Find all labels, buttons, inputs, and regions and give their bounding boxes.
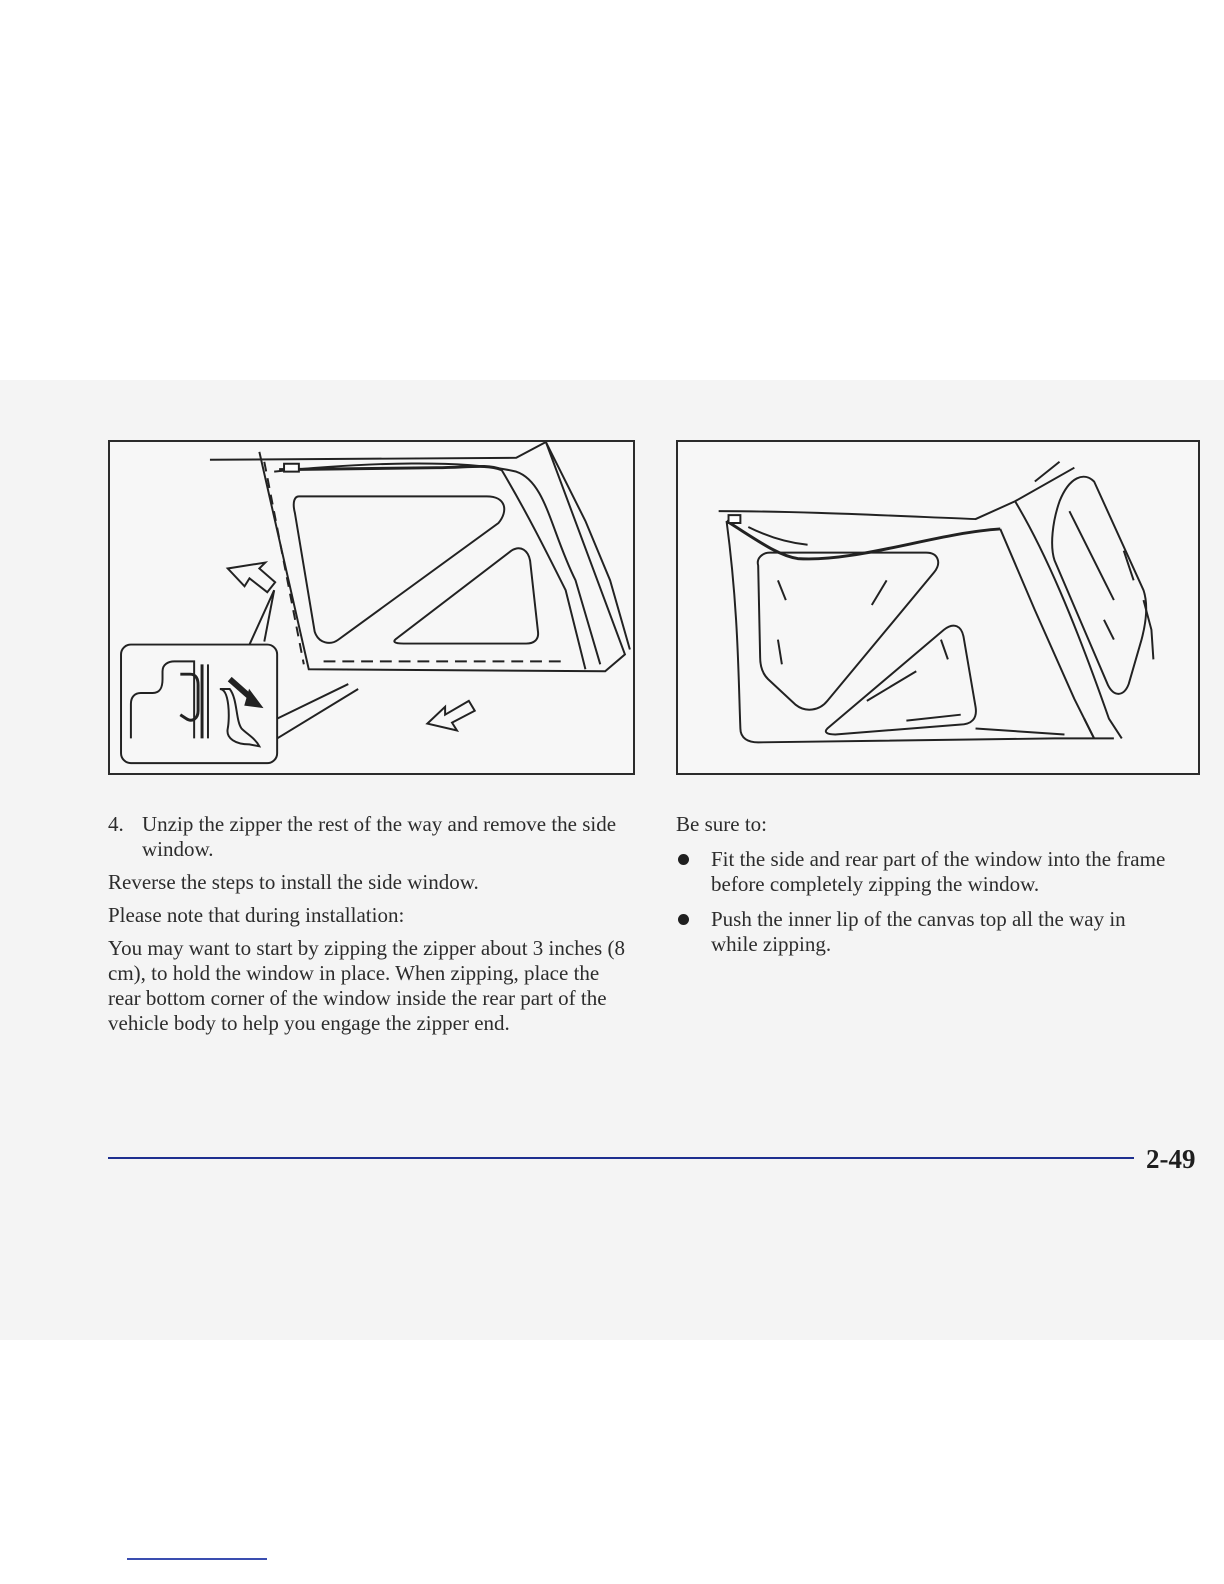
direction-arrow-icon bbox=[427, 701, 474, 731]
reverse-steps-paragraph: Reverse the steps to install the side window. bbox=[108, 870, 479, 894]
window-pane-upper bbox=[758, 553, 938, 710]
footer-rule bbox=[108, 1157, 1134, 1159]
bullet-icon bbox=[678, 914, 689, 925]
step-number: 4. bbox=[108, 812, 124, 836]
step-text: Unzip the zipper the rest of the way and remove the side window. bbox=[142, 812, 617, 861]
step-4 bbox=[108, 812, 628, 862]
be-sure-intro: Be sure to: bbox=[676, 812, 767, 836]
bullet-icon bbox=[678, 854, 689, 865]
window-removal-drawing bbox=[110, 442, 633, 773]
right-text-column bbox=[676, 812, 1176, 957]
window-installed-drawing bbox=[678, 442, 1198, 773]
window-pane-lower bbox=[394, 548, 538, 643]
installation-note-paragraph: Please note that during installation: bbox=[108, 903, 405, 927]
window-panel-outline bbox=[259, 442, 625, 671]
list-item bbox=[676, 847, 1176, 897]
bullet-text: Push the inner lip of the canvas top all the way in while zipping. bbox=[711, 907, 1126, 956]
side-window-installed-illustration bbox=[676, 440, 1200, 775]
zipping-tip-paragraph: You may want to start by zipping the zipper about 3 inches (8 cm), to hold the window in place. When zipping, place the rear bottom corner of the window inside the rear part of the vehicle body to help you engage the zipper end. bbox=[108, 936, 625, 1035]
window-pane-upper bbox=[294, 496, 505, 643]
rear-window-outline bbox=[1052, 477, 1146, 694]
page-number: 2-49 bbox=[1146, 1144, 1196, 1174]
direction-arrow-icon bbox=[228, 563, 275, 593]
left-text-column bbox=[108, 812, 628, 1044]
bullet-text: Fit the side and rear part of the window into the frame before completely zipping the window. bbox=[711, 847, 1166, 896]
list-item bbox=[676, 907, 1176, 957]
side-window-removal-illustration bbox=[108, 440, 635, 775]
bottom-link-line bbox=[127, 1558, 267, 1560]
